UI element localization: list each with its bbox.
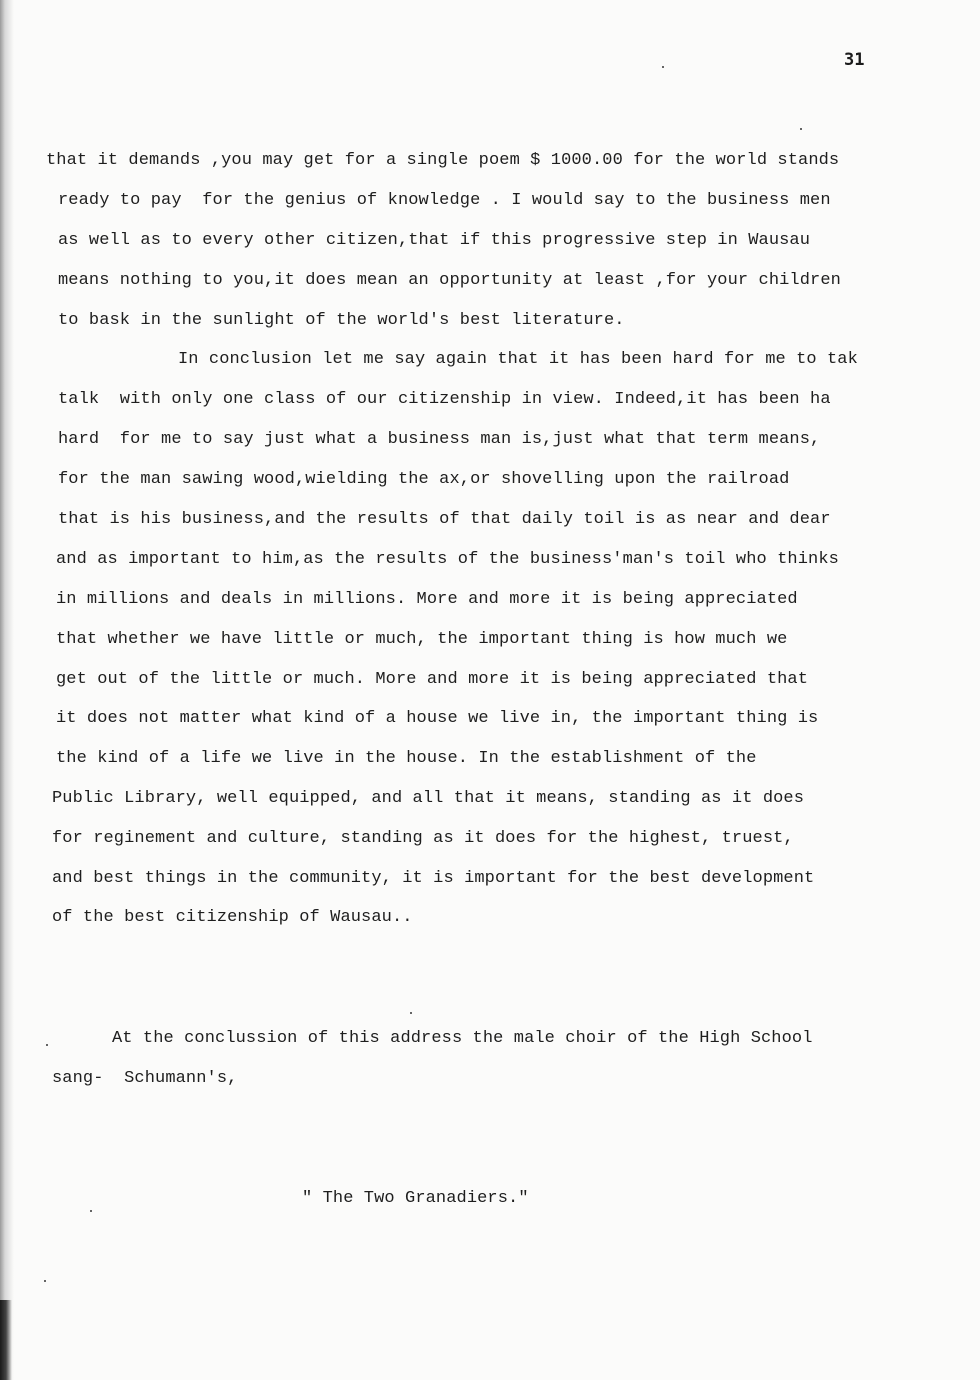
- text-line: for the man sawing wood,wielding the ax,or shovelling upon the railroad: [58, 470, 790, 489]
- scan-speck: [46, 1044, 48, 1046]
- page-number: 31: [844, 50, 865, 70]
- text-line: talk with only one class of our citizenship in view. Indeed,it has been ha: [58, 390, 831, 409]
- text-line: get out of the little or much. More and more it is being appreciated that: [56, 670, 809, 689]
- text-line: sang- Schumann's,: [52, 1069, 238, 1088]
- song-title: " The Two Granadiers.": [302, 1189, 529, 1208]
- scan-speck: [800, 128, 802, 130]
- text-line: In conclusion let me say again that it has been hard for me to tak: [178, 350, 858, 369]
- text-line: that is his business,and the results of that daily toil is as near and dear: [58, 510, 831, 529]
- scan-edge-shadow: [0, 1300, 12, 1380]
- text-line: and best things in the community, it is important for the best development: [52, 869, 815, 888]
- text-line: it does not matter what kind of a house we live in, the important thing is: [56, 709, 819, 728]
- text-line: Public Library, well equipped, and all that it means, standing as it does: [52, 789, 805, 808]
- text-line: ready to pay for the genius of knowledge . I would say to the business men: [58, 191, 831, 210]
- scan-speck: [44, 1280, 46, 1282]
- text-line: for reginement and culture, standing as it does for the highest, truest,: [52, 829, 794, 848]
- text-line: that it demands ,you may get for a single poem $ 1000.00 for the world stands: [46, 151, 840, 170]
- text-line: of the best citizenship of Wausau..: [52, 908, 413, 927]
- text-line: as well as to every other citizen,that if this progressive step in Wausau: [58, 231, 811, 250]
- text-line: in millions and deals in millions. More and more it is being appreciated: [56, 590, 798, 609]
- scan-speck: [410, 1012, 412, 1014]
- text-line: to bask in the sunlight of the world's best literature.: [58, 311, 625, 330]
- scan-speck: [90, 1210, 92, 1212]
- text-line: means nothing to you,it does mean an opportunity at least ,for your children: [58, 271, 841, 290]
- scan-edge: [0, 0, 14, 1380]
- text-line: and as important to him,as the results of the business'man's toil who thinks: [56, 550, 839, 569]
- text-line: that whether we have little or much, the important thing is how much we: [56, 630, 788, 649]
- text-line: At the conclussion of this address the male choir of the High School: [112, 1029, 813, 1048]
- text-line: the kind of a life we live in the house. In the establishment of the: [56, 749, 757, 768]
- scan-speck: [662, 66, 664, 68]
- text-line: hard for me to say just what a business man is,just what that term means,: [58, 430, 821, 449]
